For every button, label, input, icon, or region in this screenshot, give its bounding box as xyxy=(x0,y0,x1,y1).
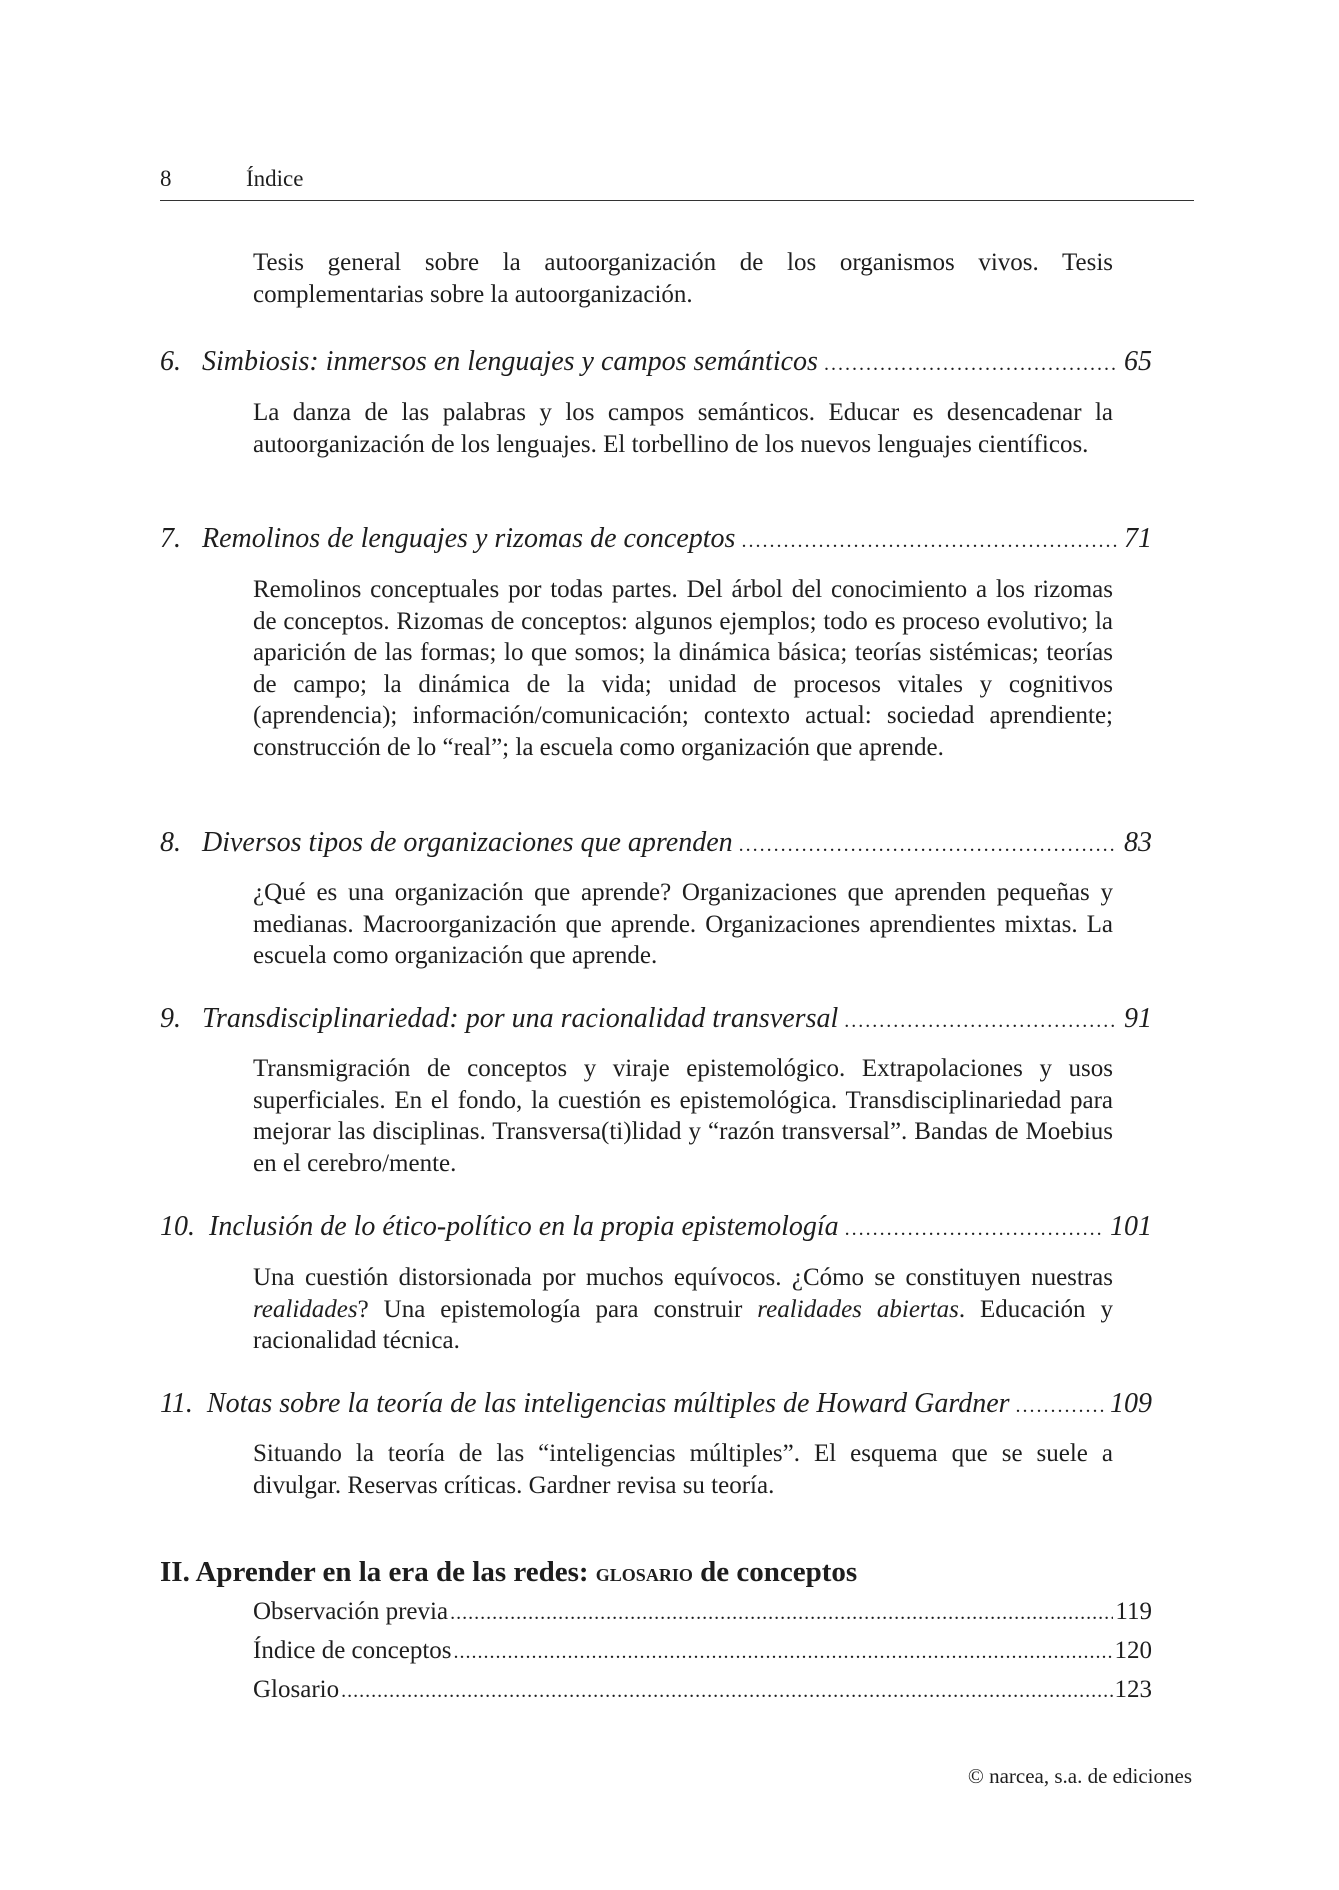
toc-subentry[interactable] xyxy=(253,1676,1152,1704)
running-title: Índice xyxy=(246,166,304,191)
leader-dots xyxy=(741,530,1118,553)
intro-summary xyxy=(253,247,1113,310)
toc-entry-7[interactable] xyxy=(160,523,1152,555)
toc-entry-6[interactable] xyxy=(160,346,1152,378)
toc-subentry-label: Observación previa xyxy=(253,1598,449,1625)
toc-page-number: 71 xyxy=(1124,523,1152,554)
chapter-summary-10: Una cuestión distorsionada por muchos equívocos. ¿Cómo se constituyen nuestras realidades? Una epistemología para construir realidades abiertas. Educación y racionalidad técnica. xyxy=(253,1264,1113,1354)
chapter-summary-8: ¿Qué es una organización que aprende? Organizaciones que aprenden pequeñas y medianas. Macroorganización que aprende. Organizaciones aprendientes mixtas. La escuela como organización que aprende. xyxy=(253,879,1113,969)
toc-entry-8[interactable] xyxy=(160,827,1152,859)
leader-dots xyxy=(739,834,1118,857)
toc-entry-label: 6. Simbiosis: inmersos en lenguajes y campos semánticos xyxy=(160,346,818,377)
toc-entry-label: 11. Notas sobre la teoría de las inteligencias múltiples de Howard Gardner xyxy=(160,1388,1010,1419)
toc-entry-10[interactable] xyxy=(160,1211,1152,1243)
chapter-summary-9: Transmigración de conceptos y viraje epistemológico. Extrapolaciones y usos superficiales. En el fondo, la cuestión es epistemológica. Transdisciplinariedad para mejorar las disciplinas. Transversa(ti)lidad y “razón transversal”. Bandas de Moebius en el cerebro/mente. xyxy=(253,1055,1113,1177)
toc-page-number: 101 xyxy=(1110,1211,1152,1242)
toc-page-number: 123 xyxy=(1114,1676,1152,1703)
toc-page-number: 119 xyxy=(1115,1598,1152,1625)
toc-subentry[interactable] xyxy=(253,1598,1152,1626)
toc-entry-label: 8. Diversos tipos de organizaciones que aprenden xyxy=(160,827,733,858)
toc-entry-label: 7. Remolinos de lenguajes y rizomas de conceptos xyxy=(160,523,736,554)
leader-dots xyxy=(1016,1395,1104,1418)
leader-dots xyxy=(824,353,1118,376)
toc-entry-label: 9. Transdisciplinariedad: por una racionalidad transversal xyxy=(160,1003,839,1034)
leader-dots xyxy=(845,1218,1104,1241)
toc-entry-9[interactable] xyxy=(160,1003,1152,1035)
toc-subentry-label: Glosario xyxy=(253,1676,340,1703)
publisher-footer: © narcea, s.a. de ediciones xyxy=(967,1764,1192,1788)
leader-dots xyxy=(450,1602,1113,1625)
toc-page-number: 65 xyxy=(1124,346,1152,377)
toc-page-number: 91 xyxy=(1124,1003,1152,1034)
running-header xyxy=(160,166,1194,201)
toc-entry-11[interactable] xyxy=(160,1388,1152,1420)
toc-entry-label: 10. Inclusión de lo ético-político en la propia epistemología xyxy=(160,1211,839,1242)
toc-subentry-label: Índice de conceptos xyxy=(253,1637,452,1664)
part-two-title: II. Aprender en la era de las redes: glosario de conceptos xyxy=(160,1556,858,1588)
leader-dots xyxy=(341,1680,1112,1703)
page-number: 8 xyxy=(160,166,172,191)
toc-page-number: 109 xyxy=(1110,1388,1152,1419)
toc-subentry[interactable] xyxy=(253,1637,1152,1665)
intro-text: Tesis general sobre la autoorganización de los organismos vivos. Tesis complementarias sobre la autoorganización. xyxy=(253,249,1113,308)
toc-page-number: 120 xyxy=(1114,1637,1152,1664)
chapter-summary-11: Situando la teoría de las “inteligencias múltiples”. El esquema que se suele a divulgar. Reservas críticas. Gardner revisa su teoría. xyxy=(253,1440,1113,1499)
leader-dots xyxy=(454,1641,1113,1664)
chapter-summary-6: La danza de las palabras y los campos semánticos. Educar es desencadenar la autoorganización de los lenguajes. El torbellino de los nuevos lenguajes científicos. xyxy=(253,399,1113,458)
chapter-summary-7: Remolinos conceptuales por todas partes. Del árbol del conocimiento a los rizomas de conceptos. Rizomas de conceptos: algunos ejemplos; todo es proceso evolutivo; la aparición de las formas; lo que somos; la dinámica básica; teorías sistémicas; teorías de campo; la dinámica de la vida; unidad de procesos vitales y cognitivos (aprendencia); información/comunicación; contexto actual: sociedad aprendiente; construcción de lo “real”; la escuela como organización que aprende. xyxy=(253,576,1113,761)
toc-page-number: 83 xyxy=(1124,827,1152,858)
leader-dots xyxy=(844,1010,1118,1033)
